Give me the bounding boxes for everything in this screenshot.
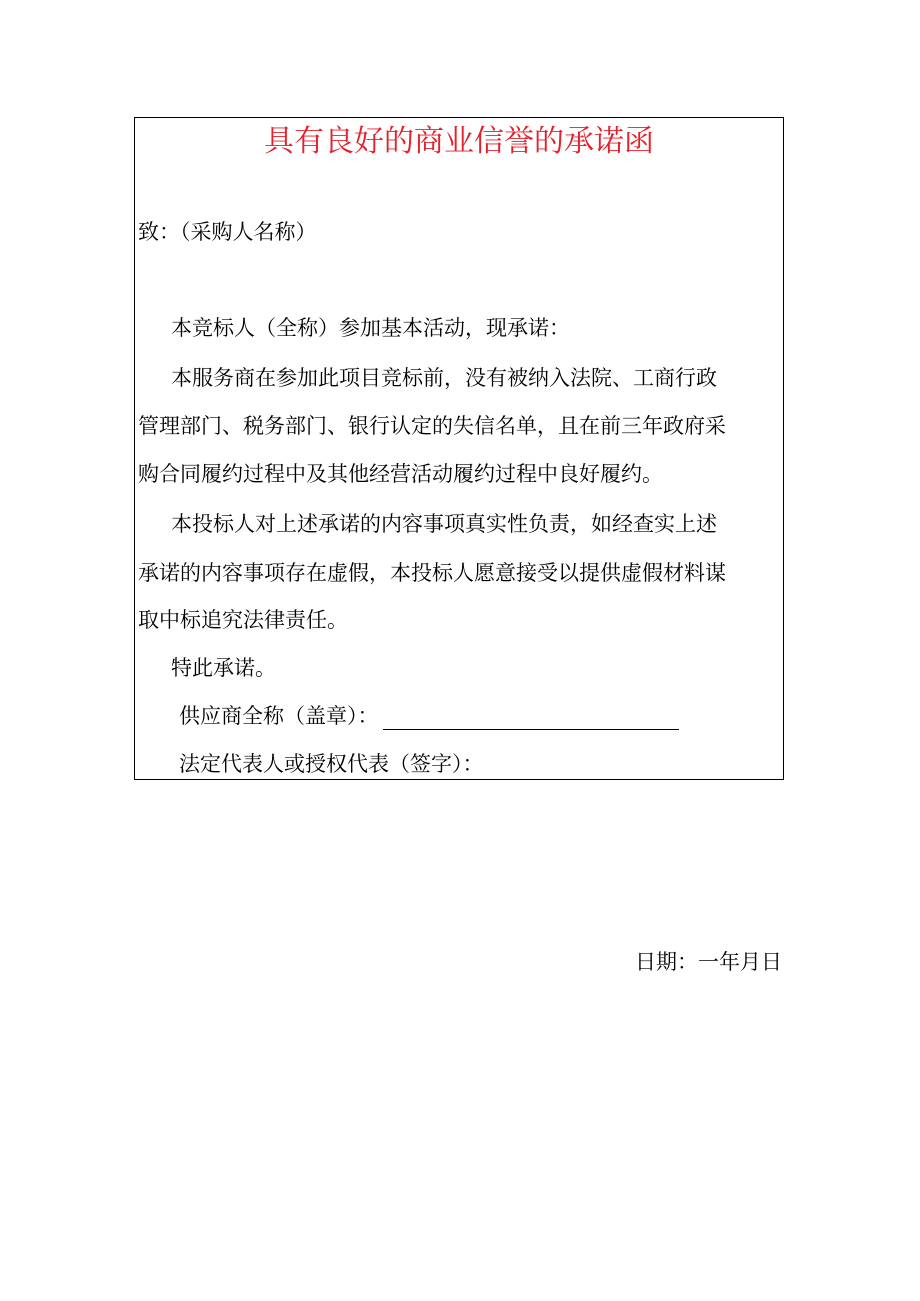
commitment-letter-frame bbox=[134, 117, 784, 780]
date-line: 日期：一年月日 bbox=[635, 950, 782, 974]
representative-signature-label: 法定代表人或授权代表（签字）： bbox=[179, 752, 484, 776]
supplier-name-label: 供应商全称（盖章）： bbox=[179, 704, 379, 728]
document-title: 具有良好的商业信誉的承诺函 bbox=[264, 124, 654, 159]
addressee-line: 致：（采购人名称） bbox=[138, 220, 317, 244]
paragraph1-line-3: 购合同履约过程中及其他经营活动履约过程中良好履约。 bbox=[138, 462, 663, 486]
paragraph1-line-1: 本服务商在参加此项目竞标前，没有被纳入法院、工商行政 bbox=[171, 366, 717, 390]
paragraph2-line-3: 取中标追究法律责任。 bbox=[138, 608, 348, 632]
intro-line: 本竞标人（全称）参加基本活动，现承诺： bbox=[171, 316, 570, 340]
paragraph2-line-2: 承诺的内容事项存在虚假，本投标人愿意接受以提供虚假材料谋 bbox=[138, 561, 726, 585]
paragraph2-line-1: 本投标人对上述承诺的内容事项真实性负责，如经查实上述 bbox=[171, 512, 717, 536]
supplier-signature-row bbox=[179, 702, 679, 730]
paragraph1-line-2: 管理部门、税务部门、银行认定的失信名单，且在前三年政府采 bbox=[138, 414, 726, 438]
closing-line: 特此承诺。 bbox=[171, 656, 276, 680]
supplier-name-blank bbox=[383, 707, 679, 730]
